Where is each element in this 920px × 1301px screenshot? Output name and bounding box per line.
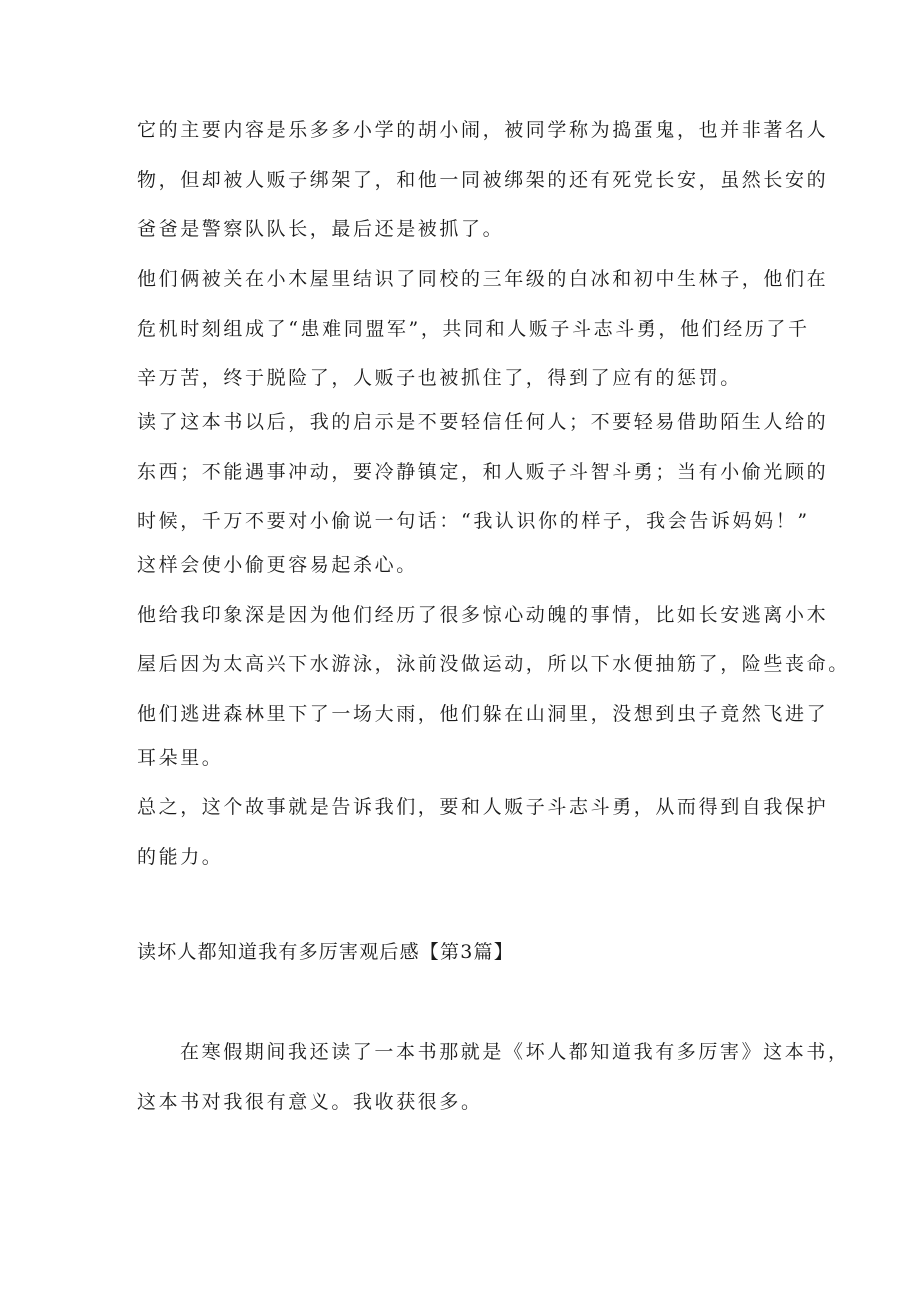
section-heading: 读坏人都知道我有多厉害观后感【第3篇】 (137, 941, 514, 963)
text-line: 他给我印象深是因为他们经历了很多惊心动魄的事情，比如长安逃离小木 (137, 604, 829, 626)
text-line: 爸爸是警察队队长，最后还是被抓了。 (137, 218, 505, 240)
text-line: 这本书对我很有意义。我收获很多。 (137, 1091, 483, 1113)
text-line: 他们俩被关在小木屋里结识了同校的三年级的白冰和初中生林子，他们在 (137, 268, 829, 290)
text-line: 他们逃进森林里下了一场大雨，他们躲在山洞里，没想到虫子竟然飞进了 (137, 703, 829, 725)
text-line: 耳朵里。 (137, 747, 224, 769)
text-line: 屋后因为太高兴下水游泳，泳前没做运动，所以下水便抽筋了，险些丧命。 (137, 653, 850, 675)
text-line: 的能力。 (137, 846, 224, 868)
text-line: 它的主要内容是乐多多小学的胡小闹，被同学称为捣蛋鬼，也并非著名人 (137, 119, 829, 141)
text-line: 东西；不能遇事冲动，要冷静镇定，和人贩子斗智斗勇；当有小偷光顾的 (137, 461, 829, 483)
text-line: 辛万苦，终于脱险了，人贩子也被抓住了，得到了应有的惩罚。 (137, 367, 742, 389)
text-line: 总之，这个故事就是告诉我们，要和人贩子斗志斗勇，从而得到自我保护 (137, 796, 829, 818)
text-line: 物，但却被人贩子绑架了，和他一同被绑架的还有死党长安，虽然长安的 (137, 169, 829, 191)
text-line: 时候，千万不要对小偷说一句话：“我认识你的样子，我会告诉妈妈！” (137, 510, 810, 532)
text-line: 这样会使小偷更容易起杀心。 (137, 554, 418, 576)
text-line: 读了这本书以后，我的启示是不要轻信任何人；不要轻易借助陌生人给的 (137, 411, 829, 433)
text-line: 在寒假期间我还读了一本书那就是《坏人都知道我有多厉害》这本书， (180, 1041, 850, 1063)
text-line: 危机时刻组成了“患难同盟军”，共同和人贩子斗志斗勇，他们经历了千 (137, 318, 810, 340)
